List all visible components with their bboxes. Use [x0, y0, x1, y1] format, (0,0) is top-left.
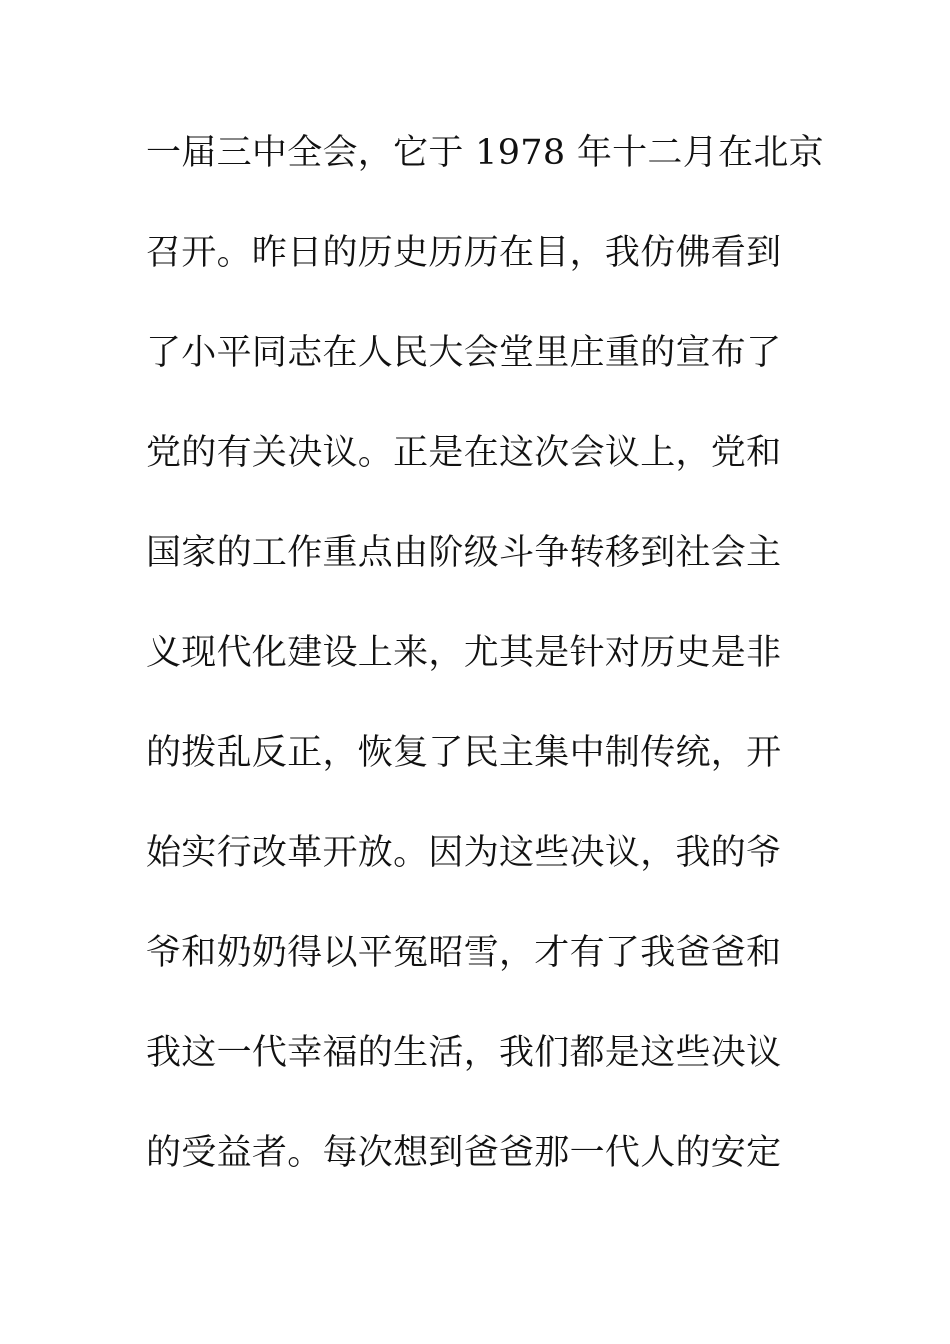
text-line: 的拨乱反正，恢复了民主集中制传统，开 — [146, 733, 782, 773]
text-line: 的受益者。每次想到爸爸那一代人的安定 — [146, 1133, 782, 1173]
body-text — [146, 124, 824, 1224]
text-line: 党的有关决议。正是在这次会议上，党和 — [146, 433, 782, 473]
text-line: 爷和奶奶得以平冤昭雪，才有了我爸爸和 — [146, 933, 782, 973]
text-line: 国家的工作重点由阶级斗争转移到社会主 — [146, 533, 782, 573]
text-line: 了小平同志在人民大会堂里庄重的宣布了 — [146, 333, 782, 373]
text-line: 始实行改革开放。因为这些决议，我的爷 — [146, 833, 782, 873]
text-line: 义现代化建设上来，尤其是针对历史是非 — [146, 633, 782, 673]
text-line: 我这一代幸福的生活，我们都是这些决议 — [146, 1033, 782, 1073]
text-line: 一届三中全会，它于 1978 年十二月在北京 — [146, 133, 824, 173]
text-line: 召开。昨日的历史历历在目，我仿佛看到 — [146, 233, 782, 273]
